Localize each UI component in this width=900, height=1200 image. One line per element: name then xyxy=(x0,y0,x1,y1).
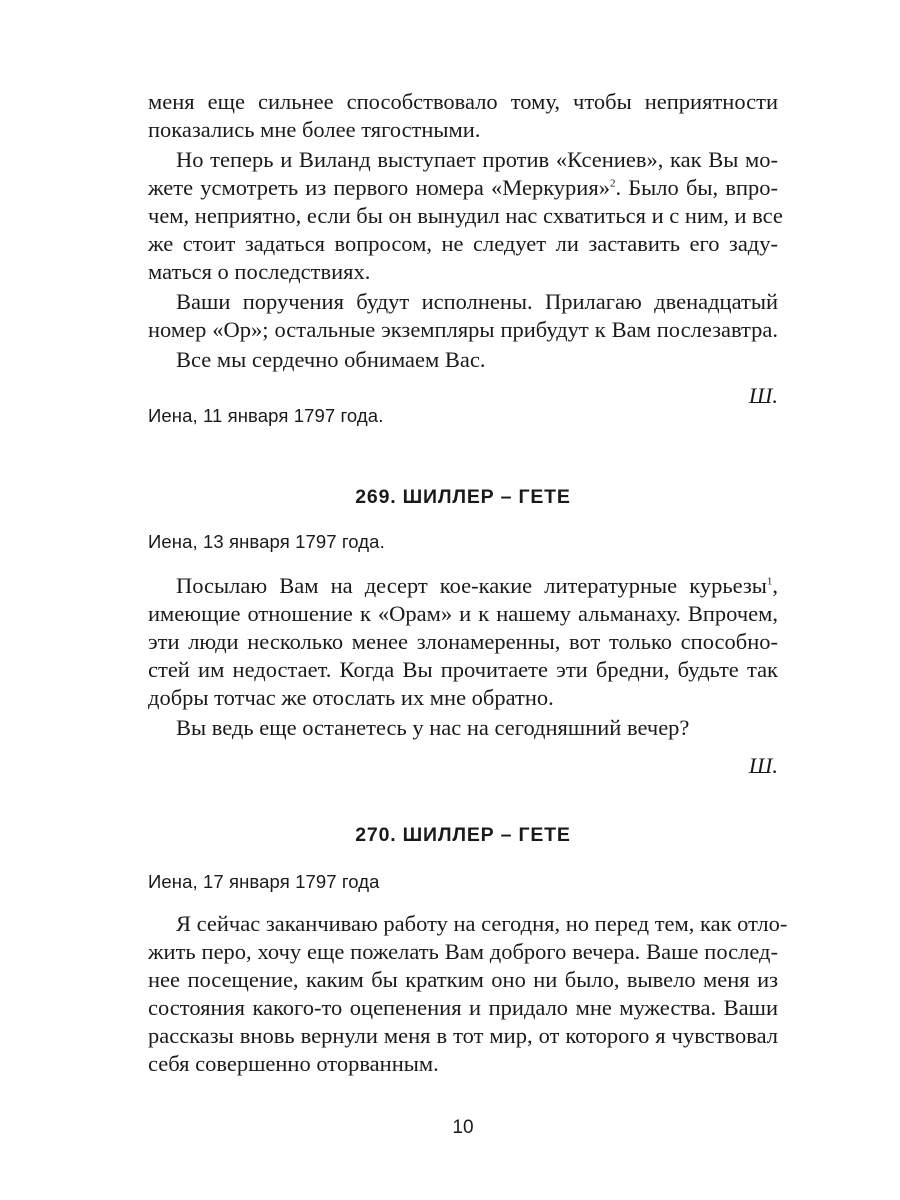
text-line: имеющие отношение к «Орам» и к нашему альманаху. Впрочем, xyxy=(148,601,778,626)
footnote-marker: 2 xyxy=(609,177,616,190)
text-line: Я сейчас заканчиваю работу на сегодня, но перед тем, как отло- xyxy=(176,911,788,936)
text-line: меня еще сильнее способствовало тому, чтобы неприятности xyxy=(148,89,778,114)
text-line: добры тотчас же отослать их мне обратно. xyxy=(148,685,554,710)
text-line: эти люди несколько менее злонамеренны, вот только способно- xyxy=(148,629,778,654)
text-fragment: . Было бы, впро- xyxy=(615,175,778,200)
text-line: нее посещение, каким бы кратким оно ни было, вывело меня из xyxy=(148,967,778,992)
text-line: стей им недостает. Когда Вы прочитаете эти бредни, будьте так xyxy=(148,657,778,682)
text-line: состояния какого-то оцепенения и придало мне мужества. Ваши xyxy=(148,995,778,1020)
dateline: Иена, 11 января 1797 года. xyxy=(148,405,384,426)
letter-date: Иена, 17 января 1797 года xyxy=(148,871,380,892)
text-line: маться о последствиях. xyxy=(148,259,371,284)
footnote-marker: 1 xyxy=(766,575,773,588)
letter-heading: 270. ШИЛЛЕР – ГЕТЕ xyxy=(355,824,571,846)
text-line: Вы ведь еще останетесь у нас на сегодняшний вечер? xyxy=(176,715,690,740)
text-line: же стоит задаться вопросом, не следует ли заставить его заду- xyxy=(148,231,778,256)
text-fragment: , xyxy=(772,573,778,598)
text-line: чем, неприятно, если бы он вынудил нас схватиться и с ним, и все xyxy=(148,203,783,228)
signature: Ш. xyxy=(748,753,778,778)
text-line: жить перо, хочу еще пожелать Вам доброго вечера. Ваше послед- xyxy=(148,939,778,964)
letter-date: Иена, 13 января 1797 года. xyxy=(148,531,385,552)
text-line: себя совершенно оторванным. xyxy=(148,1051,439,1076)
text-line: номер «Ор»; остальные экземпляры прибудут к Вам послезавтра. xyxy=(148,317,778,342)
text-fragment: Посылаю Вам на десерт кое-какие литературные курьезы xyxy=(176,573,767,598)
text-line: показались мне более тягостными. xyxy=(148,117,481,142)
page-number: 10 xyxy=(452,1117,474,1138)
text-fragment: жете усмотреть из первого номера «Меркурия» xyxy=(148,175,610,200)
text-line xyxy=(176,572,778,600)
letter-heading: 269. ШИЛЛЕР – ГЕТЕ xyxy=(355,486,571,508)
text-line: Ваши поручения будут исполнены. Прилагаю двенадцатый xyxy=(176,289,778,314)
text-line xyxy=(148,174,778,202)
signature: Ш. xyxy=(748,383,778,408)
text-line: Но теперь и Виланд выступает против «Ксениев», как Вы мо- xyxy=(176,147,778,172)
text-line: рассказы вновь вернули меня в тот мир, от которого я чувствовал xyxy=(148,1023,778,1048)
text-line: Все мы сердечно обнимаем Вас. xyxy=(176,347,486,372)
